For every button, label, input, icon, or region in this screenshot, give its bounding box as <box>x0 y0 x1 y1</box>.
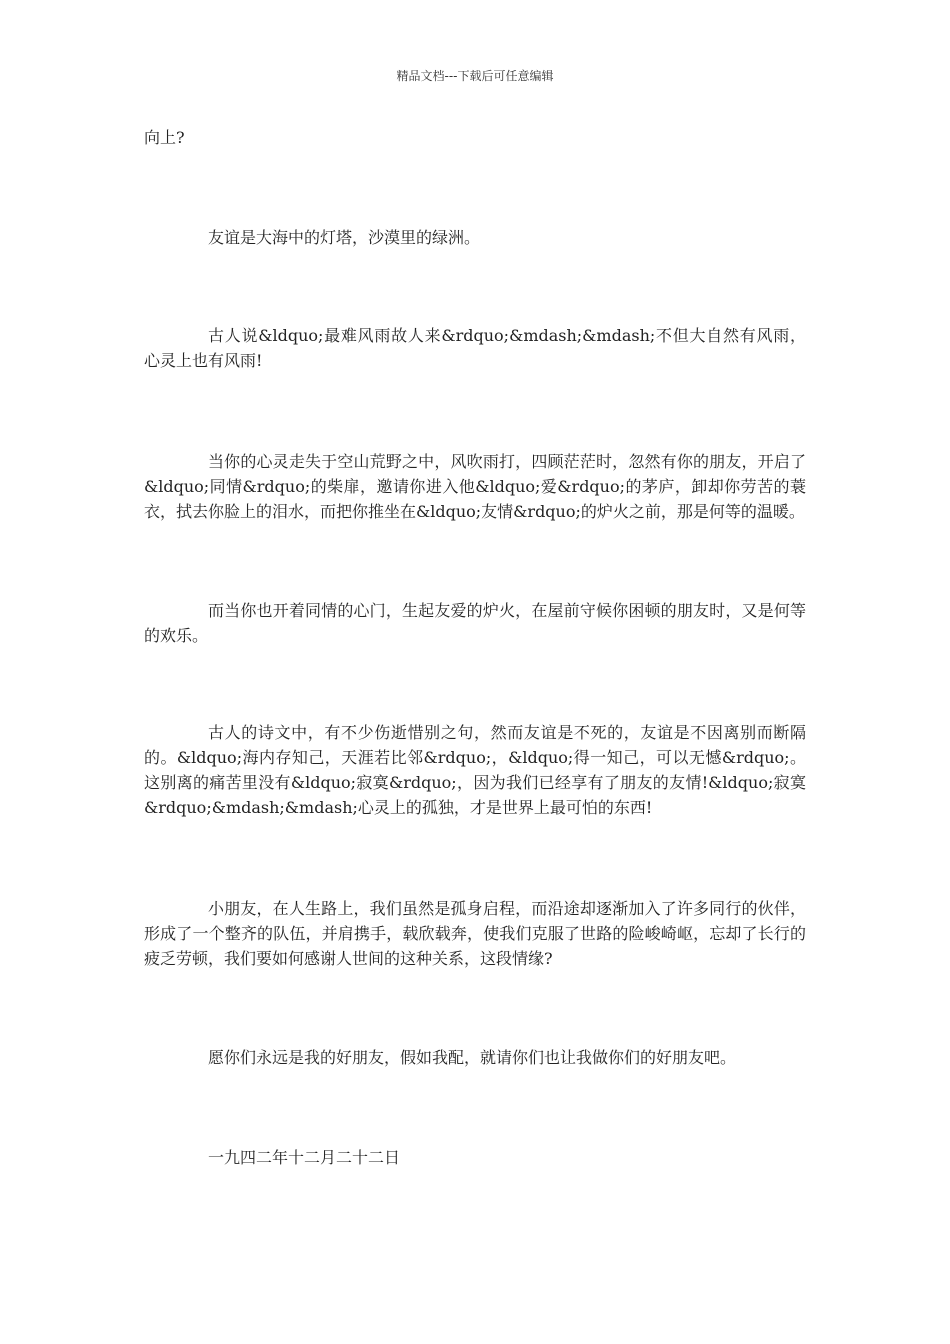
paragraph-friendship-lighthouse: 友谊是大海中的灯塔，沙漠里的绿洲。 <box>208 228 481 247</box>
paragraph-date: 一九四二年十二月二十二日 <box>208 1148 401 1167</box>
paragraph-open-heart: 而当你也开着同情的心门，生起友爱的炉火，在屋前守候你困顿的朋友时，又是何等的欢乐。 <box>144 601 806 645</box>
paragraph-ancient-saying: 古人说&ldquo;最难风雨故人来&rdquo;&mdash;&mdash;不但大自然有风雨，心灵上也有风雨! <box>144 326 806 370</box>
paragraph-life-journey: 小朋友，在人生路上，我们虽然是孤身启程，而沿途却逐渐加入了许多同行的伙伴，形成了一个整齐的队伍，并肩携手，载欣载奔，使我们克服了世路的险峻崎岖，忘却了长行的疲乏劳顿，我们要如何感谢人世间的这种关系，这段情缘? <box>144 899 806 968</box>
paragraph-wish: 愿你们永远是我的好朋友，假如我配，就请你们也让我做你们的好朋友吧。 <box>208 1048 737 1067</box>
page-header: 精品文档---下载后可任意编辑 <box>396 69 554 83</box>
paragraph-continuation: 向上? <box>144 128 185 147</box>
paragraph-ancient-poems: 古人的诗文中，有不少伤逝惜别之句，然而友谊是不死的，友谊是不因离别而断隔的。&ldquo;海内存知己，天涯若比邻&rdquo;，&ldquo;得一知己，可以无憾&rdquo;。这别离的痛苦里没有&ldquo;寂寞&rdquo;，因为我们已经享有了朋友的友情!&ldquo;寂寞&rdquo;&mdash;&mdash;心灵上的孤独，才是世界上最可怕的东西! <box>144 723 806 817</box>
paragraph-lost-soul: 当你的心灵走失于空山荒野之中，风吹雨打，四顾茫茫时，忽然有你的朋友，开启了&ldquo;同情&rdquo;的柴扉，邀请你进入他&ldquo;爱&rdquo;的茅庐，卸却你劳苦的蓑衣，拭去你脸上的泪水，而把你推坐在&ldquo;友情&rdquo;的炉火之前，那是何等的温暖。 <box>144 452 806 521</box>
